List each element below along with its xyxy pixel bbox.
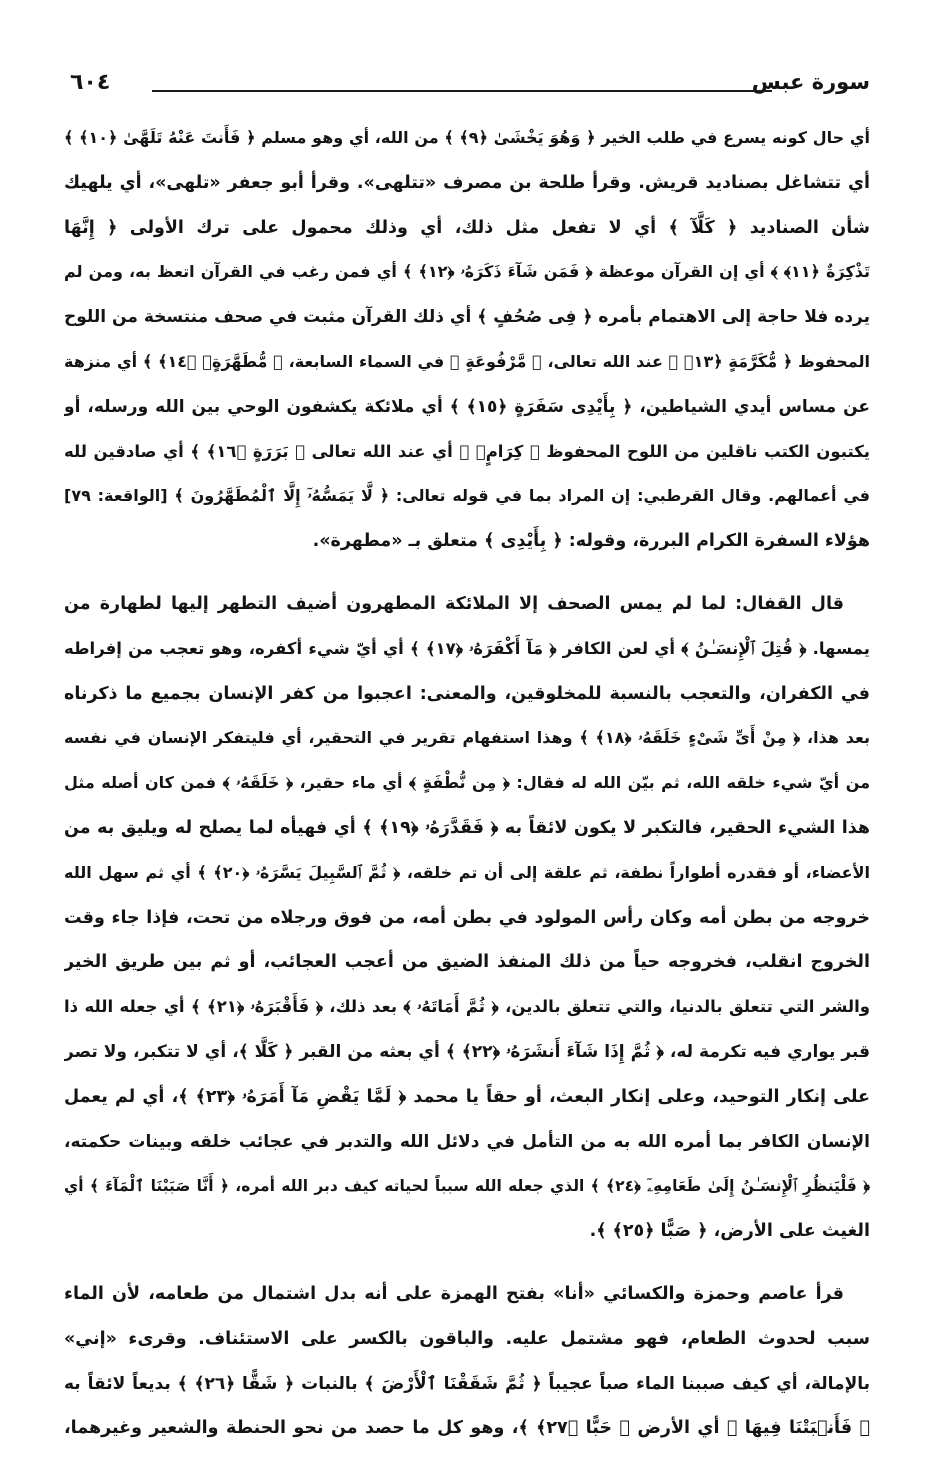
- text-line: شأن الصناديد ﴿ كَلَّآ ﴾ أي لا تفعل مثل ذلك، أي وذلك محمول على ترك الأولى ﴿ إِنَّهَا: [64, 217, 870, 238]
- text-line: والشر التي تتعلق بالدنيا، والتي تتعلق بالدين، ﴿ ثُمَّ أَمَاتَهُۥ ﴾ بعد ذلك، ﴿ فَأَقْبَرَهُۥ ﴿٢١﴾ ﴾ أي جعله الله ذا: [64, 997, 870, 1017]
- paragraph: [64, 1272, 870, 1451]
- text-line: أي تتشاغل بصناديد قريش. وقرأ طلحة بن مصرف «تتلهى». وقرأ أبو جعفر «تلهى»، أي يلهيك: [64, 172, 870, 193]
- text-line: قبر يواري فيه تكرمة له، ﴿ ثُمَّ إِذَا شَآءَ أَنشَرَهُۥ ﴿٢٢﴾ ﴾ أي بعثه من القبر ﴿ كَلَّا ﴾، أي لا تتكبر، ولا تصر: [64, 1041, 870, 1062]
- header-rule: [152, 90, 772, 92]
- text-line: في أعمالهم. وقال القرطبي: إن المراد بما في قوله تعالى: ﴿ لَّا يَمَسُّهُۥٓ إِلَّا ٱلْمُطَهَّرُونَ ﴾ [الواقعة: ٧٩]: [64, 486, 870, 506]
- paragraph: [64, 582, 870, 1254]
- text-line: بعد هذا، ﴿ مِنْ أَىِّ شَىْءٍ خَلَقَهُۥ ﴿١٨﴾ ﴾ وهذا استفهام تقرير في التحقير، أي فليتفكر الإنسان في نفسه: [64, 728, 870, 748]
- text-line: عن مساس أيدي الشياطين، ﴿ بِأَيْدِى سَفَرَةٍ ﴿١٥﴾ ﴾ أي ملائكة يكشفون الوحي بين الله ورسله، أو: [64, 396, 870, 417]
- text-line: الإنسان الكافر بما أمره الله به من التأمل في دلائل الله والتدبر في عجائب خلقه وبينات حكمته،: [64, 1131, 870, 1152]
- page-number: ٦٠٤: [70, 70, 111, 95]
- text-line: يكتبون الكتب ناقلين من اللوح المحفوظ ﴿ كِرَامٍۭ ﴾ أي عند الله تعالى ﴿ بَرَرَةٍ ﴿١٦﴾ ﴾ أي صادقين لله: [64, 441, 870, 461]
- commentary-text: [64, 116, 870, 1469]
- text-line: خروجه من بطن أمه وكان رأس المولود في بطن أمه، من فوق ورجلاه من تحت، فإذا جاء وقت: [64, 907, 870, 928]
- text-line: الغيث على الأرض، ﴿ صَبًّا ﴿٢٥﴾ ﴾.: [589, 1221, 870, 1242]
- text-line: الخروج انقلب، فخروجه حياً من ذلك المنفذ الضيق من أعجب العجائب، أو ثم بين طريق الخير: [64, 952, 870, 973]
- text-line: المحفوظ ﴿ مُّكَرَّمَةٍ ﴿١٣﴾ ﴾ عند الله تعالى، ﴿ مَّرْفُوعَةٍ ﴾ في السماء السابعة، ﴿ مُّطَهَّرَةٍۭ ﴿١٤﴾ ﴾ أي منزهة: [64, 351, 870, 371]
- text-line: تَذْكِرَةٌ ﴿١١﴾ ﴾ أي إن القرآن موعظة ﴿ فَمَن شَآءَ ذَكَرَهُۥ ﴿١٢﴾ ﴾ أي فمن رغب في القرآن اتعظ به، ومن لم: [64, 262, 870, 282]
- text-line: يمسها. ﴿ قُتِلَ ٱلْإِنسَـٰنُ ﴾ أي لعن الكافر ﴿ مَآ أَكْفَرَهُۥ ﴿١٧﴾ ﴾ أي أيّ شيء أكفره، وهو تعجب من إفراطه: [64, 638, 870, 658]
- text-line: ﴿ فَأَنۢبَتْنَا فِيهَا ﴾ أي الأرض ﴿ حَبًّا ﴿٢٧﴾ ﴾، وهو كل ما حصد من نحو الحنطة والشعير وغيرهما،: [64, 1418, 870, 1439]
- text-line: سبب لحدوث الطعام، فهو مشتمل عليه. والباقون بالكسر على الاستئناف. وقرىء «إني»: [64, 1328, 870, 1349]
- text-line: هذا الشيء الحقير، فالتكبر لا يكون لائقاً به ﴿ فَقَدَّرَهُۥ ﴿١٩﴾ ﴾ أي فهيأه لما يصلح له ويليق به من: [64, 817, 870, 838]
- text-line: بالإمالة، أي كيف صببنا الماء صباً عجيباً ﴿ ثُمَّ شَقَقْنَا ٱلْأَرْضَ ﴾ بالنبات ﴿ شَقًّا ﴿٢٦﴾ ﴾ بديعاً لائقاً به: [64, 1373, 870, 1394]
- text-line: ﴿ فَلْيَنظُرِ ٱلْإِنسَـٰنُ إِلَىٰ طَعَامِهِۦٓ ﴿٢٤﴾ ﴾ الذي جعله الله سبباً لحياته كيف دبر الله أمره، ﴿ أَنَّا صَبَبْنَا ٱلْمَآءَ ﴾ أي: [64, 1177, 870, 1196]
- paragraph: [64, 116, 870, 564]
- surah-name: سورة عبس: [751, 70, 870, 94]
- text-line: يرده فلا حاجة إلى الاهتمام بأمره ﴿ فِى صُحُفٍ ﴾ أي ذلك القرآن مثبت في صحف منتسخة من اللوح: [64, 307, 870, 328]
- text-line: أي حال كونه يسرع في طلب الخير ﴿ وَهُوَ يَخْشَىٰ ﴿٩﴾ ﴾ من الله، أي وهو مسلم ﴿ فَأَنتَ عَنْهُ تَلَهَّىٰ ﴿١٠﴾ ﴾: [64, 128, 870, 147]
- text-line: قرأ عاصم وحمزة والكسائي «أنا» بفتح الهمزة على أنه بدل اشتمال من طعامه، لأن الماء: [64, 1283, 844, 1304]
- text-line: من أيّ شيء خلقه الله، ثم بيّن الله له فقال: ﴿ مِن نُّطْفَةٍ ﴾ أي ماء حقير، ﴿ خَلَقَهُۥ ﴾ فمن كان أصله مثل: [64, 773, 870, 793]
- text-line: هؤلاء السفرة الكرام البررة، وقوله: ﴿ بِأَيْدِى ﴾ متعلق بـ «مطهرة».: [312, 531, 870, 552]
- text-line: قال القفال: لما لم يمس الصحف إلا الملائكة المطهرون أضيف التطهر إليها لطهارة من: [64, 593, 844, 614]
- running-header: [70, 66, 870, 106]
- text-line: على إنكار التوحيد، وعلى إنكار البعث، أو حقاً يا محمد ﴿ لَمَّا يَقْضِ مَآ أَمَرَهُۥ ﴿٢٣﴾ ﴾، أي لم يعمل: [64, 1086, 870, 1107]
- text-line: في الكفران، والتعجب بالنسبة للمخلوقين، والمعنى: اعجبوا من كفر الإنسان بجميع ما ذكرناه: [64, 683, 870, 704]
- text-line: الأعضاء، أو فقدره أطواراً نطفة، ثم علقة إلى أن تم خلقه، ﴿ ثُمَّ ٱلسَّبِيلَ يَسَّرَهُۥ ﴿٢٠﴾ ﴾ أي ثم سهل الله: [64, 862, 870, 882]
